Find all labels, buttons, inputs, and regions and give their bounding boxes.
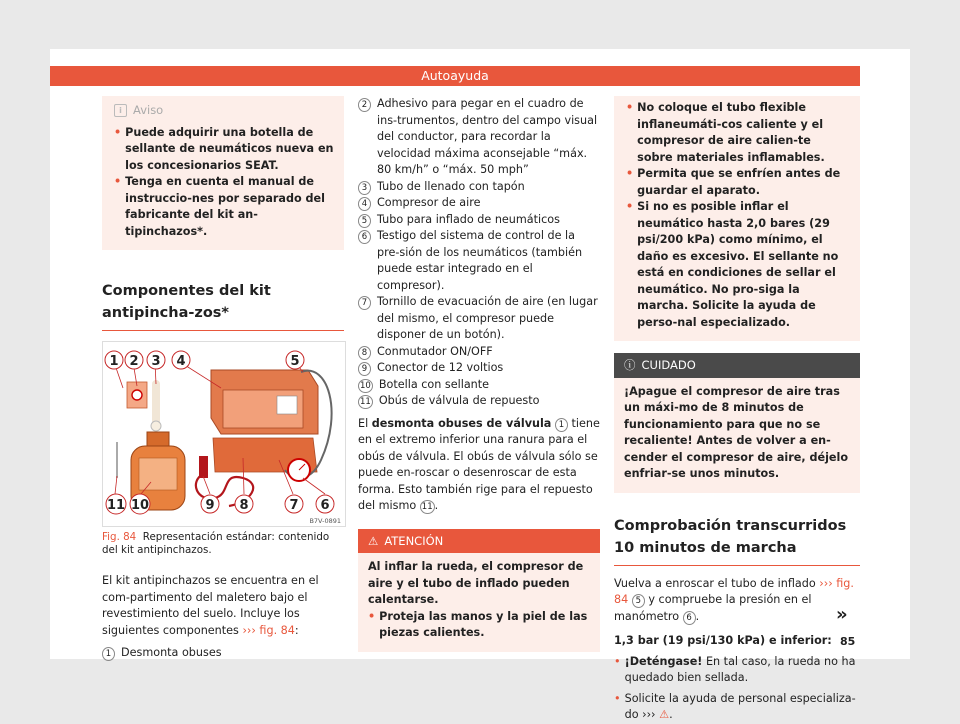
figure-callout: 7: [289, 498, 299, 513]
warning-triangle-icon: ⚠: [368, 533, 379, 548]
section-rule: [614, 565, 860, 566]
list-item: [358, 377, 600, 394]
intro-paragraph: [102, 573, 344, 639]
aviso-bullet-text: Puede adquirir una botella de sellante de neumáticos nueva en los concesionarios SEAT.: [125, 125, 334, 172]
atencion-continued-box: [614, 96, 860, 341]
column-3: [614, 96, 860, 724]
column-1: [102, 96, 344, 662]
aviso-box: [102, 96, 344, 250]
warning-bullet-text: No coloque el tubo flexible inflaneumáti-cos caliente y el compresor de aire calien-te sobre materiales inflamables.: [637, 101, 825, 164]
check-paragraph: [614, 576, 860, 626]
section-rule: [102, 330, 344, 331]
desmonta-paragraph: [358, 416, 600, 515]
figure-caption: [102, 531, 344, 557]
atencion-bullet-text: Proteja las manos y la piel de las piezas calientes.: [379, 609, 588, 639]
item-number: 3: [358, 181, 371, 195]
check-bullet-end: .: [669, 708, 673, 721]
warning-bullet-text: Permita que se enfríen antes de guardar el aparato.: [637, 167, 841, 197]
cuidado-box: [614, 353, 860, 493]
item-number-ref: 1: [555, 418, 568, 432]
fig-link[interactable]: ››› fig. 84: [614, 576, 854, 606]
cuidado-title: CUIDADO: [641, 358, 696, 372]
item-text: Testigo del sistema de control de la pre-sión de los neumáticos (también puede estar integrado en el compresor).: [377, 229, 583, 292]
check-text-2: y compruebe la presión en el manómetro: [614, 593, 812, 623]
cuidado-header: [614, 353, 860, 378]
cuidado-text: ¡Apague el compresor de aire tras un máxi-mo de 8 minutos de funcionamiento para que no se recaliente! Antes de volver a en-cender el compresor de aire, déjelo enfriar-se unos minutos.: [624, 384, 849, 480]
desmonta-text: tiene en el extremo inferior una ranura para el obús de válvula. El obús de válvula sólo se puede en-roscar o desenroscar de esta forma. Esto también rige para el repuesto del mismo: [358, 416, 600, 512]
figure-callout: 5: [290, 354, 300, 369]
item-text: Adhesivo para pegar en el cuadro de ins-trumentos, dentro del campo visual del conductor, para recordar la velocidad máxima aconsejable “máx. 80 km/h” o “máx. 50 mph”: [377, 97, 598, 176]
warning-bullet-text: Si no es posible inflar el neumático hasta 2,0 bares (29 psi/200 kPa) como mínimo, el daño es excesivo. El sellante no está en condiciones de sellar el neumático. No pro-siga la marcha. Solicite la ayuda de perso-nal especializado.: [637, 200, 839, 329]
check-bullet-text: En tal caso, la rueda no ha quedado bien sellada.: [624, 654, 856, 684]
item-number: 9: [358, 362, 371, 376]
atencion-bullet: • Proteja las manos y la piel de las piezas calientes.: [368, 609, 590, 642]
item-text: Desmonta obuses: [121, 646, 222, 659]
item-number: 6: [358, 230, 371, 244]
item-number: 5: [358, 214, 371, 228]
item-number: 4: [358, 197, 371, 211]
info-icon: i: [114, 104, 127, 117]
page-number: 85: [840, 635, 856, 648]
figure-callout: 6: [320, 498, 330, 513]
desmonta-pre: El: [358, 416, 372, 430]
item-number-ref: 5: [632, 594, 645, 608]
atencion-header: [358, 529, 600, 554]
atencion-body: [358, 553, 600, 652]
list-item: [358, 393, 600, 410]
item-text: Obús de válvula de repuesto: [378, 394, 540, 407]
list-item: [358, 360, 600, 377]
desmonta-end: .: [434, 499, 439, 512]
figure-code: B7V-0891: [309, 517, 341, 525]
item-number-ref: 6: [683, 611, 696, 625]
aviso-title: Aviso: [133, 103, 164, 117]
kit-illustration: [103, 342, 345, 526]
aviso-bullet: • Puede adquirir una botella de sellante de neumáticos nueva en los concesionarios SEAT.: [114, 125, 334, 175]
figure-callout: 8: [239, 498, 249, 513]
atencion-text: Al inflar la rueda, el compresor de aire y el tubo de inflado pueden calentarse.: [368, 560, 584, 606]
list-item: [358, 228, 600, 294]
list-item: [358, 179, 600, 196]
item-text: Conmutador ON/OFF: [377, 344, 493, 358]
check-text: Vuelva a enroscar el tubo de inflado: [614, 576, 816, 590]
list-item: [102, 645, 344, 662]
figure-callout: 4: [176, 354, 186, 369]
figure-callout: 9: [205, 498, 215, 513]
fig-link[interactable]: ››› fig. 84: [242, 623, 295, 637]
item-number: 10: [360, 380, 371, 391]
item-text: Tubo de llenado con tapón: [377, 179, 525, 193]
item-number: 1: [102, 647, 115, 661]
item-text: Tornillo de evacuación de aire (en lugar del mismo, el compresor puede disponer de un botón).: [377, 295, 598, 341]
column-2: [358, 96, 600, 652]
item-number-ref: 11: [421, 502, 433, 512]
item-text: Tubo para inflado de neumáticos: [377, 212, 560, 226]
atencion-box: [358, 529, 600, 652]
section-title-componentes: Componentes del kit antipincha-zos*: [102, 283, 271, 321]
item-number: 2: [358, 98, 371, 112]
chapter-header: Autoayuda: [50, 66, 860, 86]
figure-label: Fig. 84: [102, 531, 137, 543]
warning-triangle-icon[interactable]: ⚠: [659, 708, 670, 721]
list-item: [358, 96, 600, 179]
figure-kit-antipinchazos: [102, 341, 346, 527]
figure-callout: 3: [151, 354, 161, 369]
aviso-bullet: • Tenga en cuenta el manual de instruccio-nes por separado del fabricante del kit an-tipinchazos*.: [114, 174, 334, 240]
aviso-bullet-text: Tenga en cuenta el manual de instruccio-nes por separado del fabricante del kit an-tipinchazos*.: [125, 175, 325, 238]
check-bullet-bold: ¡Deténgase!: [624, 654, 703, 668]
item-text: Conector de 12 voltios: [377, 361, 504, 374]
list-item: [358, 344, 600, 361]
check-bullet: • Solicite la ayuda de personal especializa-do ››› ⚠.: [614, 691, 856, 721]
item-number: 8: [358, 346, 371, 360]
item-text: Botella con sellante: [378, 377, 490, 391]
check-bullet-text: Solicite la ayuda de personal especializa-do ›››: [624, 691, 856, 721]
intro-colon: :: [294, 623, 299, 637]
figure-caption-text: Representación estándar: contenido del kit antipinchazos.: [102, 531, 330, 556]
atencion-title: ATENCIÓN: [384, 533, 444, 548]
continue-mark: »: [836, 604, 848, 625]
figure-callout: 11: [106, 498, 126, 513]
item-text: Compresor de aire: [377, 196, 481, 209]
desmonta-bold: desmonta obuses de válvula: [371, 416, 552, 430]
exclamation-circle-icon: ⓘ: [624, 358, 636, 372]
list-item: [358, 212, 600, 229]
list-item: [358, 195, 600, 212]
section-title-comprobacion: Comprobación transcurridos 10 minutos de marcha: [614, 517, 847, 556]
figure-callout: 1: [109, 354, 119, 369]
aviso-header: [114, 102, 334, 119]
item-number: 7: [358, 296, 371, 310]
figure-callout: 10: [130, 498, 150, 513]
warning-bullet: • Si no es posible inflar el neumático hasta 2,0 bares (29 psi/200 kPa) como mínimo, el daño es excesivo. El sellante no está en condiciones de sellar el neumático. No pro-siga la marcha. Solicite la ayuda de perso-nal especializado.: [626, 199, 850, 331]
item-number: 11: [360, 397, 371, 407]
check-subheading: 1,3 bar (19 psi/130 kPa) e inferior:: [614, 634, 832, 647]
list-item: [358, 294, 600, 344]
warning-bullet: • Permita que se enfríen antes de guardar el aparato.: [626, 166, 850, 199]
intro-text: El kit antipinchazos se encuentra en el com-partimento del maletero bajo el revestimiento del suelo. Incluye los siguientes componentes: [102, 574, 319, 637]
check-end: .: [695, 609, 700, 623]
check-bullet: • ¡Deténgase! En tal caso, la rueda no ha quedado bien sellada.: [614, 654, 856, 684]
figure-callout: 2: [129, 354, 139, 369]
warning-bullet: • No coloque el tubo flexible inflaneumáti-cos caliente y el compresor de aire calien-te sobre materiales inflamables.: [626, 100, 850, 166]
